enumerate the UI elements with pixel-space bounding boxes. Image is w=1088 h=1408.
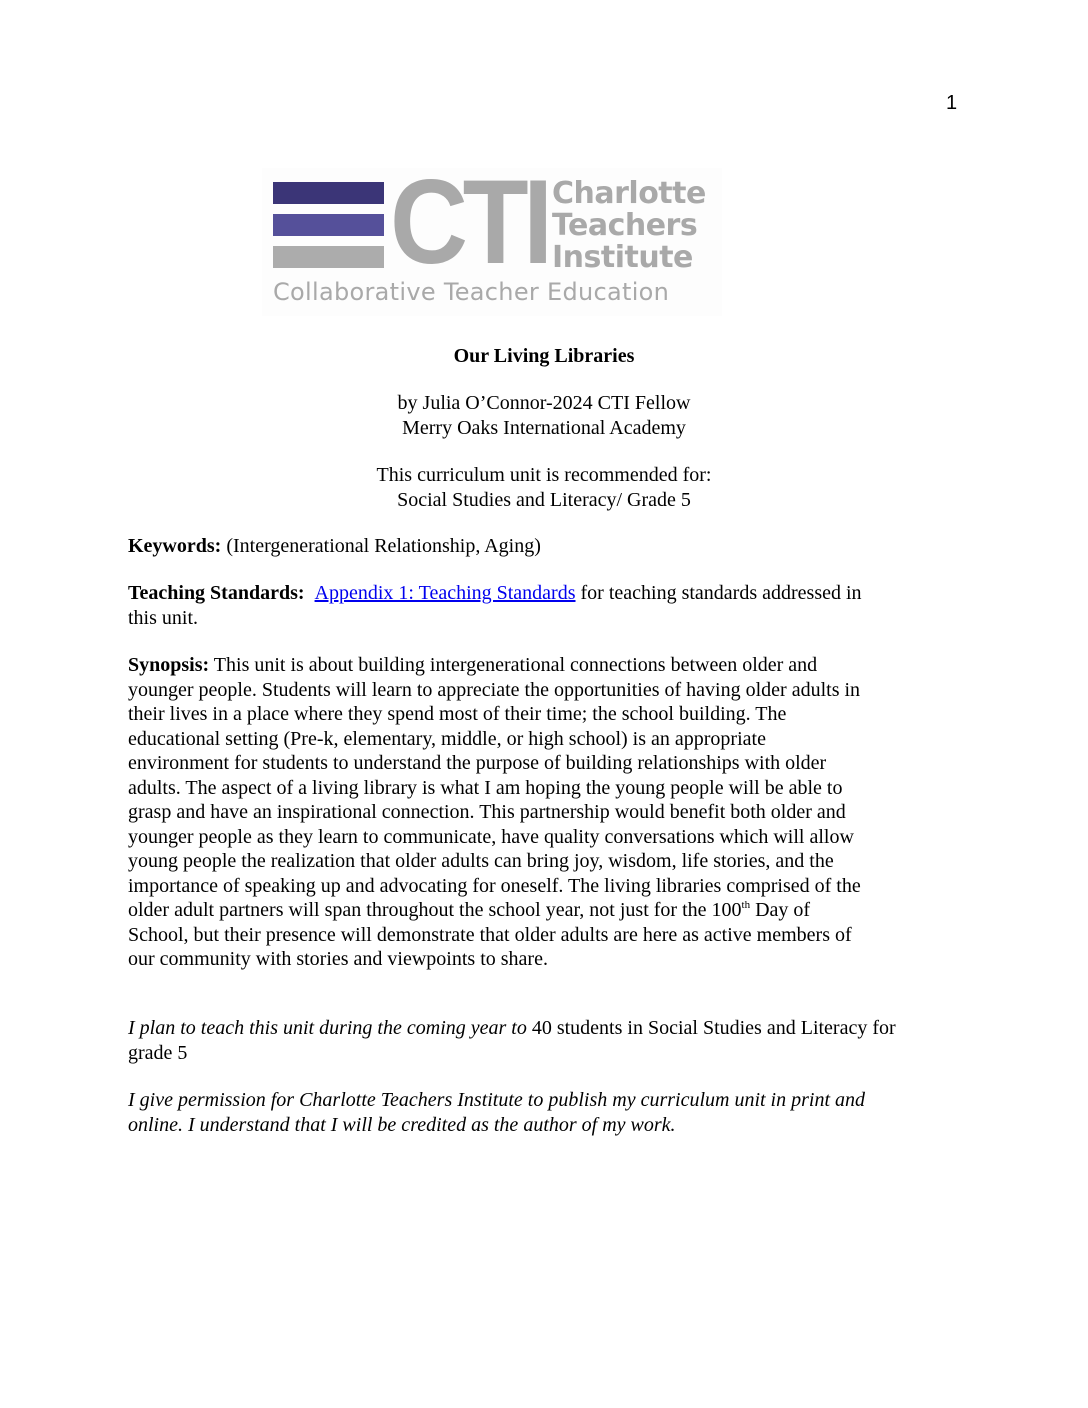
plan-statement xyxy=(128,1016,958,1065)
synopsis-line: older adult partners will span throughout the school year, not just for the 100 xyxy=(128,899,742,921)
recommendation-block xyxy=(0,463,1088,513)
standards-label: Teaching Standards: xyxy=(128,582,305,604)
synopsis-line: their lives in a place where they spend most of their time; the school building. The xyxy=(128,703,787,725)
synopsis-line: educational setting (Pre-k, elementary, middle, or high school) is an appropriate xyxy=(128,727,766,750)
synopsis-line: younger people as they learn to communicate, have quality conversations which will allow xyxy=(128,825,854,848)
synopsis-line: grasp and have an inspirational connection. This partnership would benefit both older and xyxy=(128,801,846,823)
permission-line: online. I understand that I will be credited as the author of my work. xyxy=(128,1113,676,1136)
author-block xyxy=(0,391,1088,441)
synopsis-label: Synopsis: xyxy=(128,654,210,676)
keywords-value: (Intergenerational Relationship, Aging) xyxy=(221,535,541,557)
plan-grade: grade 5 xyxy=(128,1041,188,1064)
permission-statement xyxy=(128,1088,928,1137)
synopsis-line: This unit is about building intergenerational connections between older and xyxy=(209,654,818,676)
standards-text: for teaching standards addressed in xyxy=(575,582,862,604)
plan-details: 40 students in Social Studies and Literacy for xyxy=(526,1017,896,1039)
appendix-link[interactable]: Appendix 1: Teaching Standards xyxy=(314,582,576,604)
standards-text-line2: this unit. xyxy=(128,606,199,629)
synopsis-line: adults. The aspect of a living library is what I am hoping the young people will be able to xyxy=(128,776,843,799)
synopsis-line: young people the realization that older adults can bring joy, wisdom, life stories, and the xyxy=(128,850,834,872)
school-name: Merry Oaks International Academy xyxy=(402,417,686,439)
logo-bar-gray xyxy=(273,246,384,268)
author-line: by Julia O’Connor-2024 CTI Fellow xyxy=(397,392,691,414)
synopsis-line: younger people. Students will learn to appreciate the opportunities of having older adults in xyxy=(128,678,861,701)
logo-name-line: Institute xyxy=(552,240,693,275)
ordinal-suffix: th xyxy=(741,899,751,911)
synopsis-line: our community with stories and viewpoints to share. xyxy=(128,948,548,970)
synopsis-paragraph xyxy=(128,653,920,972)
keywords-paragraph xyxy=(128,534,928,559)
logo-name-line: Charlotte xyxy=(552,176,706,211)
plan-italic: I plan to teach this unit during the coming year to xyxy=(128,1017,527,1039)
synopsis-line: School, but their presence will demonstrate that older adults are here as active members of xyxy=(128,923,852,946)
document-title: Our Living Libraries xyxy=(453,345,635,367)
page-number: 1 xyxy=(946,92,958,114)
recommend-subject: Social Studies and Literacy/ Grade 5 xyxy=(397,489,691,511)
keywords-label: Keywords: xyxy=(128,535,222,557)
synopsis-line: importance of speaking up and advocating for oneself. The living libraries comprised of the xyxy=(128,874,861,897)
teaching-standards-paragraph xyxy=(128,581,918,630)
permission-line: I give permission for Charlotte Teachers Institute to publish my curriculum unit in print and xyxy=(128,1089,866,1111)
logo-bar-dark xyxy=(273,182,384,204)
recommend-line: This curriculum unit is recommended for: xyxy=(376,464,712,486)
synopsis-line-rest: Day of xyxy=(750,899,811,921)
cti-logo xyxy=(262,155,722,316)
logo-name-line: Teachers xyxy=(552,208,698,243)
logo-letters: CTI xyxy=(390,155,548,289)
logo-bar-medium xyxy=(273,214,384,236)
synopsis-line: environment for students to understand the purpose of building relationships with older xyxy=(128,752,827,774)
logo-tagline: Collaborative Teacher Education xyxy=(273,278,670,306)
logo-name xyxy=(552,178,706,274)
